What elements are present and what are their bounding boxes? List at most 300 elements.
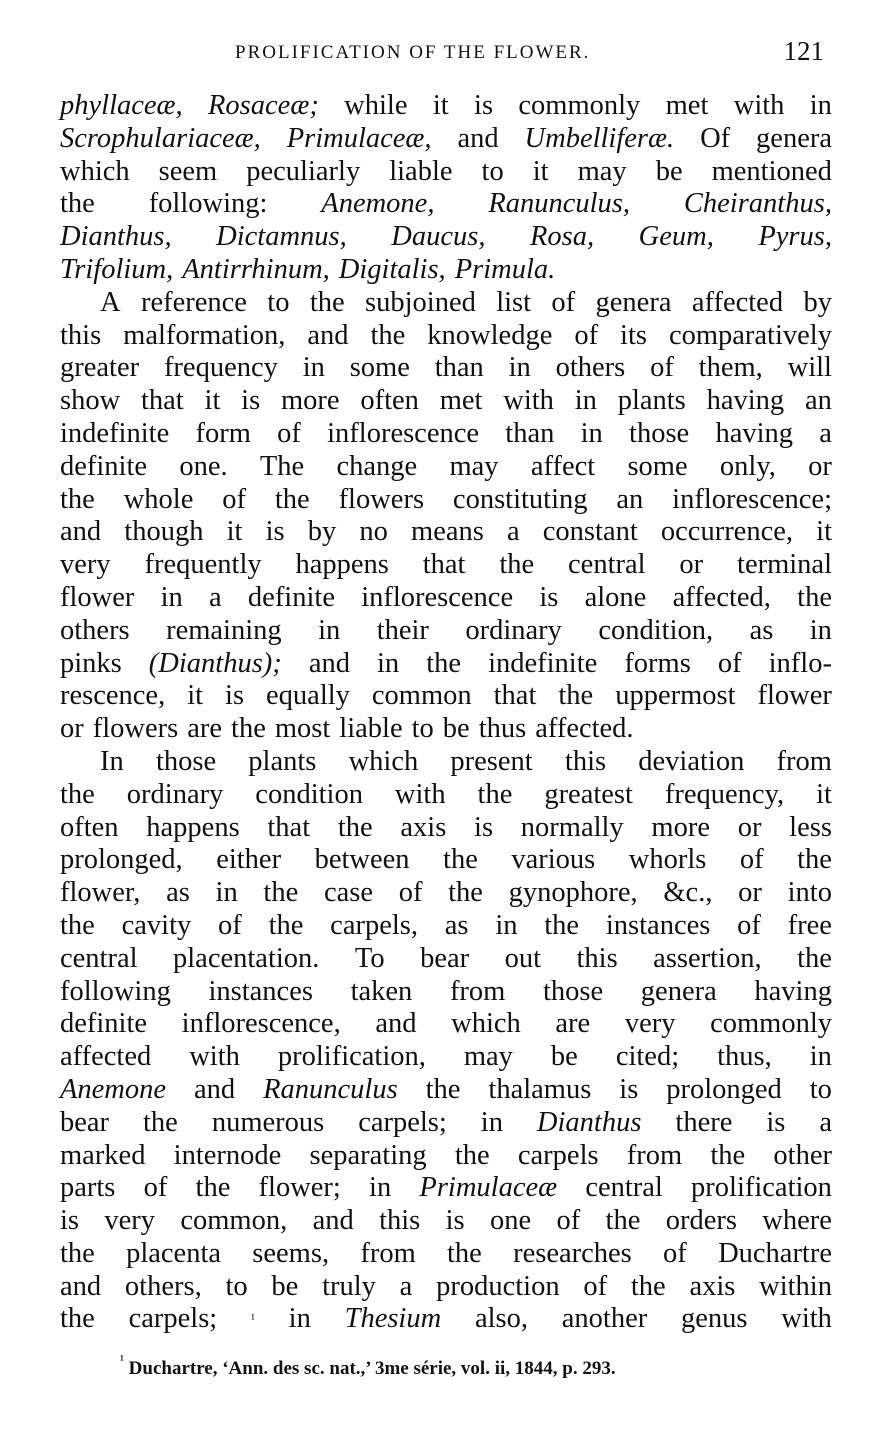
word: others,: [124, 1270, 202, 1302]
word: to: [809, 1073, 832, 1105]
word: Primula.: [454, 253, 556, 285]
word: met: [665, 90, 709, 121]
word: the: [797, 844, 832, 876]
word: in: [480, 1106, 503, 1138]
word: though: [124, 516, 204, 548]
word: flower,: [60, 877, 141, 909]
word: and: [375, 1008, 417, 1040]
word: the: [797, 942, 832, 974]
word: reference: [140, 286, 247, 318]
word: &c.,: [663, 877, 713, 909]
word: the: [60, 483, 95, 515]
word: less: [789, 811, 832, 843]
word: taken: [350, 975, 413, 1007]
word: Cheiranthus,: [683, 188, 832, 220]
word: is: [225, 680, 245, 712]
word: peculiarly: [246, 155, 361, 187]
word: the: [448, 877, 483, 909]
word: to: [481, 155, 504, 187]
word: flower;: [258, 1172, 341, 1204]
word: this: [564, 745, 607, 777]
word: cited;: [615, 1041, 680, 1073]
word: Umbelliferæ.: [524, 122, 675, 154]
word: will: [787, 352, 832, 384]
word: between: [314, 844, 410, 876]
word: plants: [248, 745, 317, 777]
word: into: [787, 877, 832, 909]
word: is: [60, 1205, 80, 1237]
word: bear: [420, 942, 470, 974]
text-line: [60, 156, 832, 189]
word: or: [60, 713, 84, 745]
word: in: [215, 877, 238, 909]
word: by: [803, 286, 832, 318]
word: Primulaceæ: [419, 1172, 558, 1204]
word: condition,: [598, 614, 714, 646]
word: in: [160, 581, 183, 613]
word: production: [436, 1270, 560, 1302]
word: an: [616, 483, 644, 515]
word: is: [619, 1073, 639, 1105]
word: definite: [60, 450, 148, 482]
text-line: [60, 910, 832, 943]
word: that: [267, 811, 311, 843]
page-header: [60, 36, 830, 76]
word: are: [555, 1008, 591, 1040]
text-line: [60, 385, 832, 418]
word: inflorescence: [327, 417, 480, 449]
text-line: [60, 680, 832, 713]
word: that: [422, 549, 466, 581]
word: from: [626, 1139, 683, 1171]
word: it: [816, 516, 832, 548]
word: axis: [689, 1270, 736, 1302]
word: Antirrhinum,: [182, 253, 330, 285]
word: genera: [640, 975, 717, 1007]
text-line: [60, 1172, 832, 1205]
word: which: [60, 155, 130, 187]
word: and: [194, 1073, 236, 1105]
word: a: [399, 1270, 413, 1302]
word: of: [583, 1270, 608, 1302]
word: another: [561, 1303, 648, 1335]
word: prolification: [691, 1172, 832, 1204]
word: definite: [247, 581, 335, 613]
word: normally: [520, 811, 624, 843]
word: commonly: [710, 1008, 832, 1040]
word: of: [277, 417, 301, 449]
word: Rosaceæ;: [208, 90, 319, 121]
word: subjoined: [365, 286, 476, 318]
word: as: [166, 877, 190, 909]
word: the: [499, 549, 535, 581]
word: is: [766, 1106, 786, 1138]
text-line: [60, 943, 832, 976]
word: rescence,: [60, 680, 166, 712]
word: Geum,: [638, 221, 714, 253]
word: and: [312, 1205, 354, 1237]
word: some: [349, 352, 410, 384]
word: the: [274, 483, 310, 515]
word: genera: [756, 122, 832, 154]
word: the: [337, 811, 373, 843]
word: the: [60, 1237, 95, 1269]
word: affected,: [672, 581, 771, 613]
word: the: [268, 909, 304, 941]
word: a: [819, 417, 832, 449]
word: Thesium: [344, 1303, 442, 1335]
word: placentation.: [173, 942, 320, 974]
word: in: [809, 90, 832, 121]
word: To: [354, 942, 385, 974]
word: orders: [665, 1205, 737, 1237]
word: may: [449, 450, 499, 482]
word: assertion,: [653, 942, 762, 974]
word: with: [781, 1303, 832, 1335]
text-line: [60, 123, 832, 156]
text-line: [60, 484, 832, 517]
text-line: [60, 648, 832, 681]
word: the: [309, 286, 345, 318]
word: as: [444, 909, 469, 941]
word: it: [532, 155, 549, 187]
word: Of: [700, 122, 731, 154]
text-line: [60, 844, 832, 877]
word: it: [432, 90, 449, 121]
word: pinks: [60, 647, 122, 679]
word: from: [360, 1237, 416, 1269]
word: instances: [605, 909, 711, 941]
word: liable: [339, 713, 403, 745]
word: parts: [60, 1172, 116, 1204]
word: be: [550, 1041, 578, 1073]
text-line: [60, 320, 832, 353]
text-line: [60, 451, 832, 484]
text-line: [60, 1140, 832, 1173]
word: carpels,: [330, 909, 418, 941]
word: the: [558, 680, 594, 712]
word: greatest: [544, 778, 633, 810]
word: in: [369, 1172, 392, 1204]
word: very: [624, 1008, 676, 1040]
text-line: [60, 1041, 832, 1074]
word: than: [434, 352, 484, 384]
word: an: [804, 385, 832, 417]
word: change: [336, 450, 418, 482]
word: with: [733, 90, 785, 121]
word: than: [505, 417, 555, 449]
word: is: [474, 90, 494, 121]
word: in: [288, 1303, 311, 1335]
word: mentioned: [711, 155, 832, 187]
word: the: [263, 877, 299, 909]
word: flower: [60, 581, 135, 613]
text-line: [60, 877, 832, 910]
word: very: [104, 1205, 155, 1237]
word: affected: [691, 286, 784, 318]
word: the: [544, 909, 580, 941]
word: the: [630, 1270, 666, 1302]
word: and: [457, 122, 499, 154]
footnote-marker: ¹: [120, 1352, 124, 1367]
text-line: [60, 1205, 832, 1238]
running-title: PROLIFICATION OF THE FLOWER.: [235, 42, 591, 63]
word: in: [318, 614, 341, 646]
word: in: [809, 1041, 832, 1073]
word: separating: [309, 1139, 427, 1171]
word: placenta: [126, 1237, 222, 1269]
word: the: [454, 1139, 490, 1171]
word: by: [307, 516, 337, 548]
word: Daucus,: [391, 221, 486, 253]
word: the: [60, 188, 95, 220]
word: genus: [681, 1303, 748, 1335]
word: it: [816, 778, 832, 810]
text-line: [60, 1271, 832, 1304]
word: thus: [478, 713, 527, 745]
word: central: [568, 549, 646, 581]
word: occurrence,: [660, 516, 794, 548]
word: carpels;: [358, 1106, 447, 1138]
word: its: [620, 319, 647, 351]
word: be: [655, 155, 683, 187]
word: out: [504, 942, 542, 974]
word: gynophore,: [508, 877, 638, 909]
word: prolification,: [277, 1041, 426, 1073]
word: case: [323, 877, 373, 909]
word: that: [140, 385, 184, 417]
word: this: [576, 942, 618, 974]
word: others: [60, 614, 130, 646]
word: no: [359, 516, 388, 548]
word: numerous: [211, 1106, 325, 1138]
word: be: [442, 713, 470, 745]
word: constituting: [452, 483, 588, 515]
word: various: [511, 844, 596, 876]
word: the: [60, 778, 95, 810]
word: are: [187, 713, 223, 745]
word: having: [715, 417, 794, 449]
word: (Dianthus);: [148, 647, 282, 679]
word: prolonged,: [60, 844, 183, 876]
word: seems,: [252, 1237, 330, 1269]
word: seem: [158, 155, 218, 187]
word: Anemone,: [321, 188, 435, 220]
text-line: [60, 287, 832, 320]
word: other: [773, 1139, 832, 1171]
word: present: [450, 745, 533, 777]
word: affected.: [535, 713, 634, 745]
word: Rosa,: [530, 221, 595, 253]
word: this: [60, 319, 102, 351]
word: equally: [266, 680, 350, 712]
word: of: [218, 909, 242, 941]
word: The: [259, 450, 305, 482]
word: inflorescence;: [672, 483, 832, 515]
word: means: [411, 516, 484, 548]
word: is: [445, 1205, 465, 1237]
word: following: [60, 975, 171, 1007]
word: of: [143, 1172, 168, 1204]
word: whorls: [628, 844, 707, 876]
word: the: [425, 1073, 461, 1105]
word: In: [100, 745, 124, 777]
word: affected: [60, 1041, 152, 1073]
word: greater: [60, 352, 140, 384]
word: indefinite: [488, 647, 598, 679]
word: affect: [530, 450, 596, 482]
word: forms: [624, 647, 691, 679]
word: of: [717, 647, 742, 679]
word: one.: [179, 450, 228, 482]
word: Duchartre: [718, 1237, 832, 1269]
word: Ranunculus: [263, 1073, 398, 1105]
word: comparatively: [668, 319, 832, 351]
word: is: [474, 811, 494, 843]
word: the: [143, 1106, 178, 1138]
word: or: [738, 877, 762, 909]
word: of: [551, 286, 576, 318]
word: with: [189, 1041, 240, 1073]
word: in: [580, 417, 603, 449]
text-line: [60, 1074, 832, 1107]
word: common,: [180, 1205, 288, 1237]
word: the: [195, 1172, 231, 1204]
word: with: [503, 385, 554, 417]
word: ordinary: [465, 614, 562, 646]
word: is: [241, 385, 261, 417]
word: in: [377, 647, 400, 679]
word: Trifolium,: [60, 253, 174, 285]
word: it: [226, 516, 243, 548]
word: free: [787, 909, 832, 941]
word: following:: [148, 188, 268, 220]
text-line: [60, 746, 832, 779]
word: which: [451, 1008, 521, 1040]
text-line: [60, 549, 832, 582]
word: in: [574, 385, 597, 417]
word: show: [60, 385, 121, 417]
word: and: [60, 516, 102, 548]
body-text: [60, 90, 832, 1336]
word: researches: [513, 1237, 632, 1269]
word: A: [100, 286, 121, 318]
word: having: [706, 385, 785, 417]
footnote-reference: ¹: [250, 1311, 255, 1327]
word: frequency,: [664, 778, 785, 810]
word: thus,: [717, 1041, 772, 1073]
word: them,: [698, 352, 763, 384]
word: may: [577, 155, 627, 187]
word: marked: [60, 1139, 146, 1171]
word: common: [371, 680, 472, 712]
text-line: [60, 976, 832, 1009]
word: alone: [584, 581, 647, 613]
word: or: [808, 450, 832, 482]
word: flowers: [92, 713, 179, 745]
word: in: [809, 614, 832, 646]
word: within: [759, 1270, 832, 1302]
word: definite: [60, 1008, 148, 1040]
word: a: [209, 581, 222, 613]
word: as: [749, 614, 774, 646]
word: in: [508, 352, 531, 384]
word: often: [60, 811, 119, 843]
word: phyllaceæ,: [60, 90, 183, 121]
word: and: [308, 647, 350, 679]
word: more: [651, 811, 710, 843]
text-line: [60, 1107, 832, 1140]
word: and: [60, 1270, 102, 1302]
word: cavity: [121, 909, 192, 941]
word: this: [379, 1205, 421, 1237]
word: genera: [595, 286, 672, 318]
word: often: [360, 385, 419, 417]
word: of: [398, 877, 423, 909]
word: to: [411, 713, 434, 745]
word: inflo-: [768, 647, 832, 679]
word: Scrophulariaceæ,: [60, 122, 261, 154]
text-line: [60, 713, 832, 746]
word: thalamus: [488, 1073, 592, 1105]
word: Ranunculus,: [488, 188, 631, 220]
word: happens: [295, 549, 389, 581]
word: that: [493, 680, 537, 712]
word: malformation,: [123, 319, 286, 351]
word: there: [675, 1106, 733, 1138]
word: the: [231, 713, 266, 745]
word: or: [737, 811, 762, 843]
text-line: [60, 582, 832, 615]
word: deviation: [638, 745, 745, 777]
text-line: [60, 1303, 832, 1336]
text-line: [60, 188, 832, 221]
word: bear: [60, 1106, 110, 1138]
word: met: [439, 385, 483, 417]
word: while: [344, 90, 408, 121]
word: happens: [146, 811, 240, 843]
word: in: [302, 352, 325, 384]
word: some: [627, 450, 688, 482]
word: where: [762, 1205, 832, 1237]
word: list: [496, 286, 532, 318]
text-line: [60, 615, 832, 648]
word: to: [267, 286, 290, 318]
word: axis: [400, 811, 447, 843]
word: the: [710, 1139, 746, 1171]
word: also,: [474, 1303, 528, 1335]
word: the: [60, 909, 95, 941]
word: it: [187, 680, 204, 712]
word: indefinite: [60, 417, 170, 449]
word: knowledge: [427, 319, 553, 351]
word: the: [370, 319, 406, 351]
word: which: [348, 745, 419, 777]
word: Pyrus,: [758, 221, 832, 253]
word: it: [204, 385, 221, 417]
word: Dianthus: [536, 1106, 642, 1138]
word: commonly: [518, 90, 641, 121]
word: remaining: [166, 614, 282, 646]
word: flower: [757, 680, 832, 712]
word: uppermost: [615, 680, 736, 712]
word: plants: [617, 385, 686, 417]
word: more: [280, 385, 340, 417]
word: most: [274, 713, 331, 745]
text-line: [60, 254, 832, 287]
word: those: [629, 417, 690, 449]
word: the: [477, 778, 513, 810]
